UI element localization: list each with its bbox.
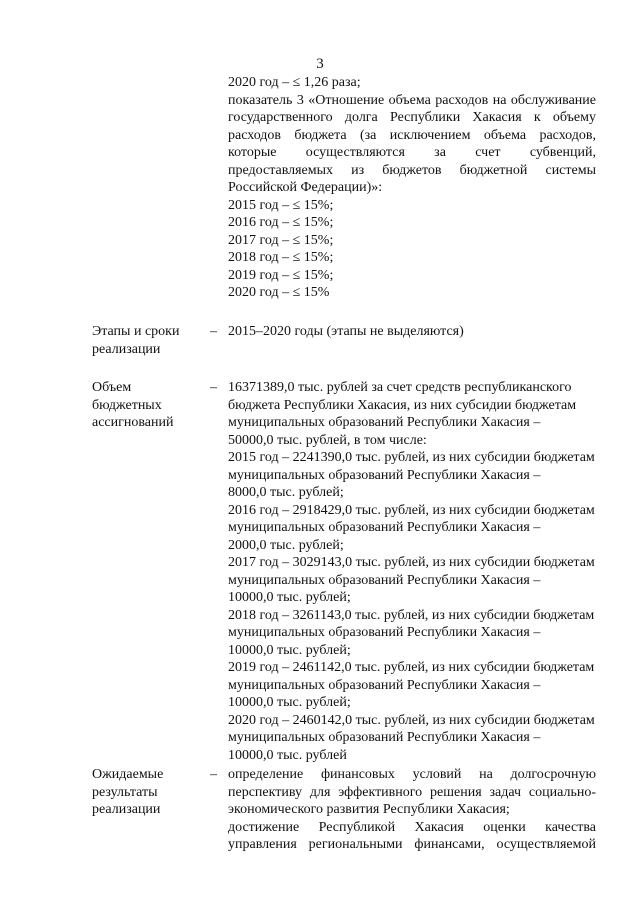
text-line: расходов бюджета (за исключением объема расходов, [228, 127, 596, 143]
text-line: государственного долга Республики Хакасия к объему [228, 110, 596, 125]
text-line: 2000,0 тыс. рублей; [228, 537, 344, 553]
label-line: результаты [92, 784, 158, 800]
text-line: 2015 год – ≤ 15%; [228, 197, 334, 213]
label-line: реализации [92, 802, 161, 817]
stages-label [92, 323, 202, 358]
text-line: бюджета Республики Хакасия, из них субсидии бюджетам [228, 397, 577, 413]
dash: – [210, 767, 217, 782]
results-label [92, 766, 202, 819]
dash: – [210, 324, 217, 339]
text-line: определение финансовых условий на долгосрочную [228, 767, 596, 782]
text-line: экономического развития Республики Хакасия; [228, 802, 510, 817]
text-line: достижение Республикой Хакасия оценки качества [228, 819, 596, 835]
text-line: 10000,0 тыс. рублей; [228, 590, 351, 605]
label-line: реализации [92, 341, 161, 357]
budget-text [228, 379, 596, 764]
text-line: 2017 год – ≤ 15%; [228, 232, 334, 248]
results-text [228, 766, 596, 854]
text-line: 2017 год – 3029143,0 тыс. рублей, из них субсидии бюджетам [228, 555, 595, 570]
text-line: муниципальных образований Республики Хакасия – [228, 415, 541, 430]
text-line: управления региональными финансами, осуществляемой [228, 837, 596, 852]
indicators-text [228, 74, 596, 302]
text-line: 10000,0 тыс. рублей [228, 747, 347, 763]
text-line: муниципальных образований Республики Хакасия – [228, 625, 541, 640]
text-line: 2016 год – ≤ 15%; [228, 215, 334, 230]
text-line: 2020 год – ≤ 15% [228, 285, 330, 300]
text-line: муниципальных образований Республики Хакасия – [228, 572, 541, 588]
text-line: предоставляемых из бюджетов бюджетной системы [228, 162, 596, 178]
text-line: 2019 год – 2461142,0 тыс. рублей, из них субсидии бюджетам [228, 660, 595, 675]
text-line: показатель 3 «Отношение объема расходов на обслуживание [228, 92, 596, 108]
text-line: Российской Федерации)»: [228, 180, 383, 195]
label-line: бюджетных [92, 397, 162, 413]
text-line: 2015–2020 годы (этапы не выделяются) [228, 324, 464, 339]
text-line: муниципальных образований Республики Хакасия – [228, 520, 541, 535]
text-line: 2020 год – 2460142,0 тыс. рублей, из них субсидии бюджетам [228, 712, 595, 728]
text-line: муниципальных образований Республики Хакасия – [228, 677, 541, 693]
text-line: 10000,0 тыс. рублей; [228, 642, 351, 658]
text-line: перспективу для эффективного решения задач социально- [228, 784, 596, 800]
text-line: 2018 год – ≤ 15%; [228, 250, 334, 265]
budget-label [92, 379, 202, 432]
label-line: Ожидаемые [92, 767, 164, 782]
dash: – [210, 380, 217, 395]
text-line: 2016 год – 2918429,0 тыс. рублей, из них субсидии бюджетам [228, 502, 595, 518]
label-line: ассигнований [92, 415, 174, 430]
label-line: Объем [92, 380, 132, 395]
text-line: муниципальных образований Республики Хакасия – [228, 467, 541, 483]
text-line: 16371389,0 тыс. рублей за счет средств республиканского [228, 380, 572, 395]
label-line: Этапы и сроки [92, 324, 180, 339]
text-line: 2019 год – ≤ 15%; [228, 267, 334, 283]
text-line: 2015 год – 2241390,0 тыс. рублей, из них субсидии бюджетам [228, 450, 595, 465]
text-line: 50000,0 тыс. рублей, в том числе: [228, 432, 427, 448]
text-line: 2018 год – 3261143,0 тыс. рублей, из них субсидии бюджетам [228, 607, 595, 623]
text-line: которые осуществляются за счет субвенций, [228, 145, 596, 160]
page-number: 3 [316, 56, 324, 72]
text-line: 10000,0 тыс. рублей; [228, 695, 351, 710]
text-line: 8000,0 тыс. рублей; [228, 485, 344, 500]
text-line: муниципальных образований Республики Хакасия – [228, 730, 541, 745]
stages-text [228, 323, 596, 341]
text-line: 2020 год – ≤ 1,26 раза; [228, 75, 361, 90]
